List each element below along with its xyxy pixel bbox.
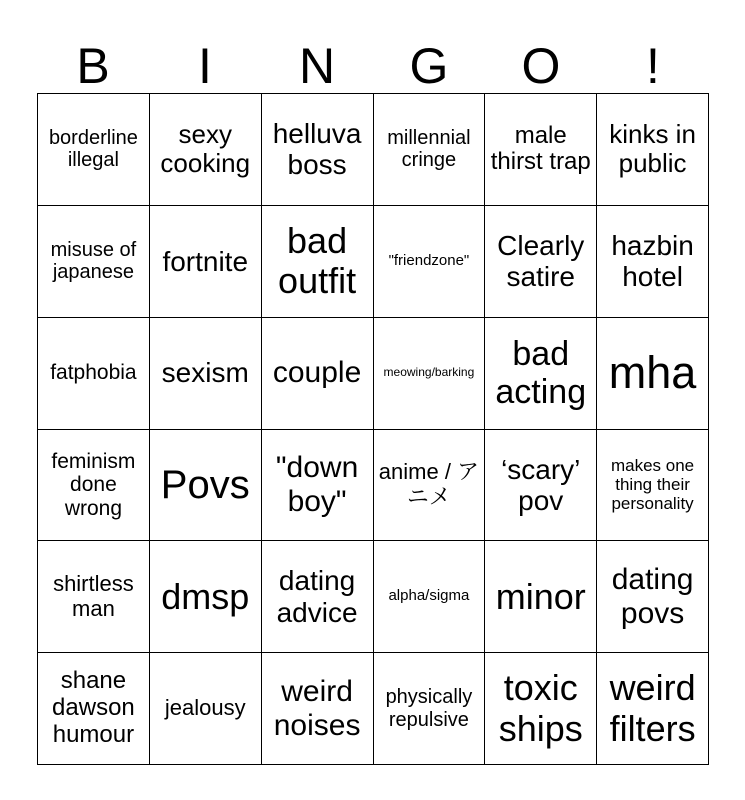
bingo-cell[interactable]: toxic ships: [485, 653, 597, 765]
bingo-cell[interactable]: borderline illegal: [38, 94, 150, 206]
bingo-cell[interactable]: "friendzone": [374, 206, 486, 318]
bingo-cell[interactable]: ‘scary’ pov: [485, 430, 597, 542]
bingo-cell[interactable]: kinks in public: [597, 94, 709, 206]
bingo-cell[interactable]: helluva boss: [262, 94, 374, 206]
bingo-cell[interactable]: sexism: [150, 318, 262, 430]
bingo-cell[interactable]: couple: [262, 318, 374, 430]
title-letter: !: [646, 37, 660, 94]
title-letter: O: [521, 37, 561, 94]
title-letter: G: [409, 37, 449, 94]
bingo-cell[interactable]: physically repulsive: [374, 653, 486, 765]
bingo-cell[interactable]: hazbin hotel: [597, 206, 709, 318]
bingo-cell[interactable]: dmsp: [150, 541, 262, 653]
bingo-cell[interactable]: dating povs: [597, 541, 709, 653]
bingo-cell[interactable]: makes one thing their personality: [597, 430, 709, 542]
bingo-cell[interactable]: shane dawson humour: [38, 653, 150, 765]
bingo-cell[interactable]: male thirst trap: [485, 94, 597, 206]
bingo-title: [37, 38, 709, 93]
bingo-cell[interactable]: fortnite: [150, 206, 262, 318]
bingo-cell[interactable]: anime / アニメ: [374, 430, 486, 542]
title-letter: I: [198, 37, 212, 94]
bingo-cell[interactable]: minor: [485, 541, 597, 653]
bingo-cell[interactable]: meowing/barking: [374, 318, 486, 430]
bingo-cell[interactable]: Clearly satire: [485, 206, 597, 318]
title-letter: N: [298, 37, 336, 94]
title-letter: B: [76, 37, 110, 94]
bingo-cell[interactable]: bad outfit: [262, 206, 374, 318]
bingo-cell[interactable]: bad acting: [485, 318, 597, 430]
bingo-cell[interactable]: misuse of japanese: [38, 206, 150, 318]
bingo-cell[interactable]: Povs: [150, 430, 262, 542]
bingo-cell[interactable]: mha: [597, 318, 709, 430]
bingo-cell[interactable]: feminism done wrong: [38, 430, 150, 542]
bingo-cell[interactable]: jealousy: [150, 653, 262, 765]
bingo-cell[interactable]: dating advice: [262, 541, 374, 653]
bingo-cell[interactable]: weird noises: [262, 653, 374, 765]
bingo-cell[interactable]: fatphobia: [38, 318, 150, 430]
bingo-card: [37, 93, 709, 765]
bingo-cell[interactable]: sexy cooking: [150, 94, 262, 206]
bingo-cell[interactable]: alpha/sigma: [374, 541, 486, 653]
bingo-cell[interactable]: weird filters: [597, 653, 709, 765]
bingo-cell[interactable]: shirtless man: [38, 541, 150, 653]
bingo-cell[interactable]: millennial cringe: [374, 94, 486, 206]
bingo-cell[interactable]: "down boy": [262, 430, 374, 542]
